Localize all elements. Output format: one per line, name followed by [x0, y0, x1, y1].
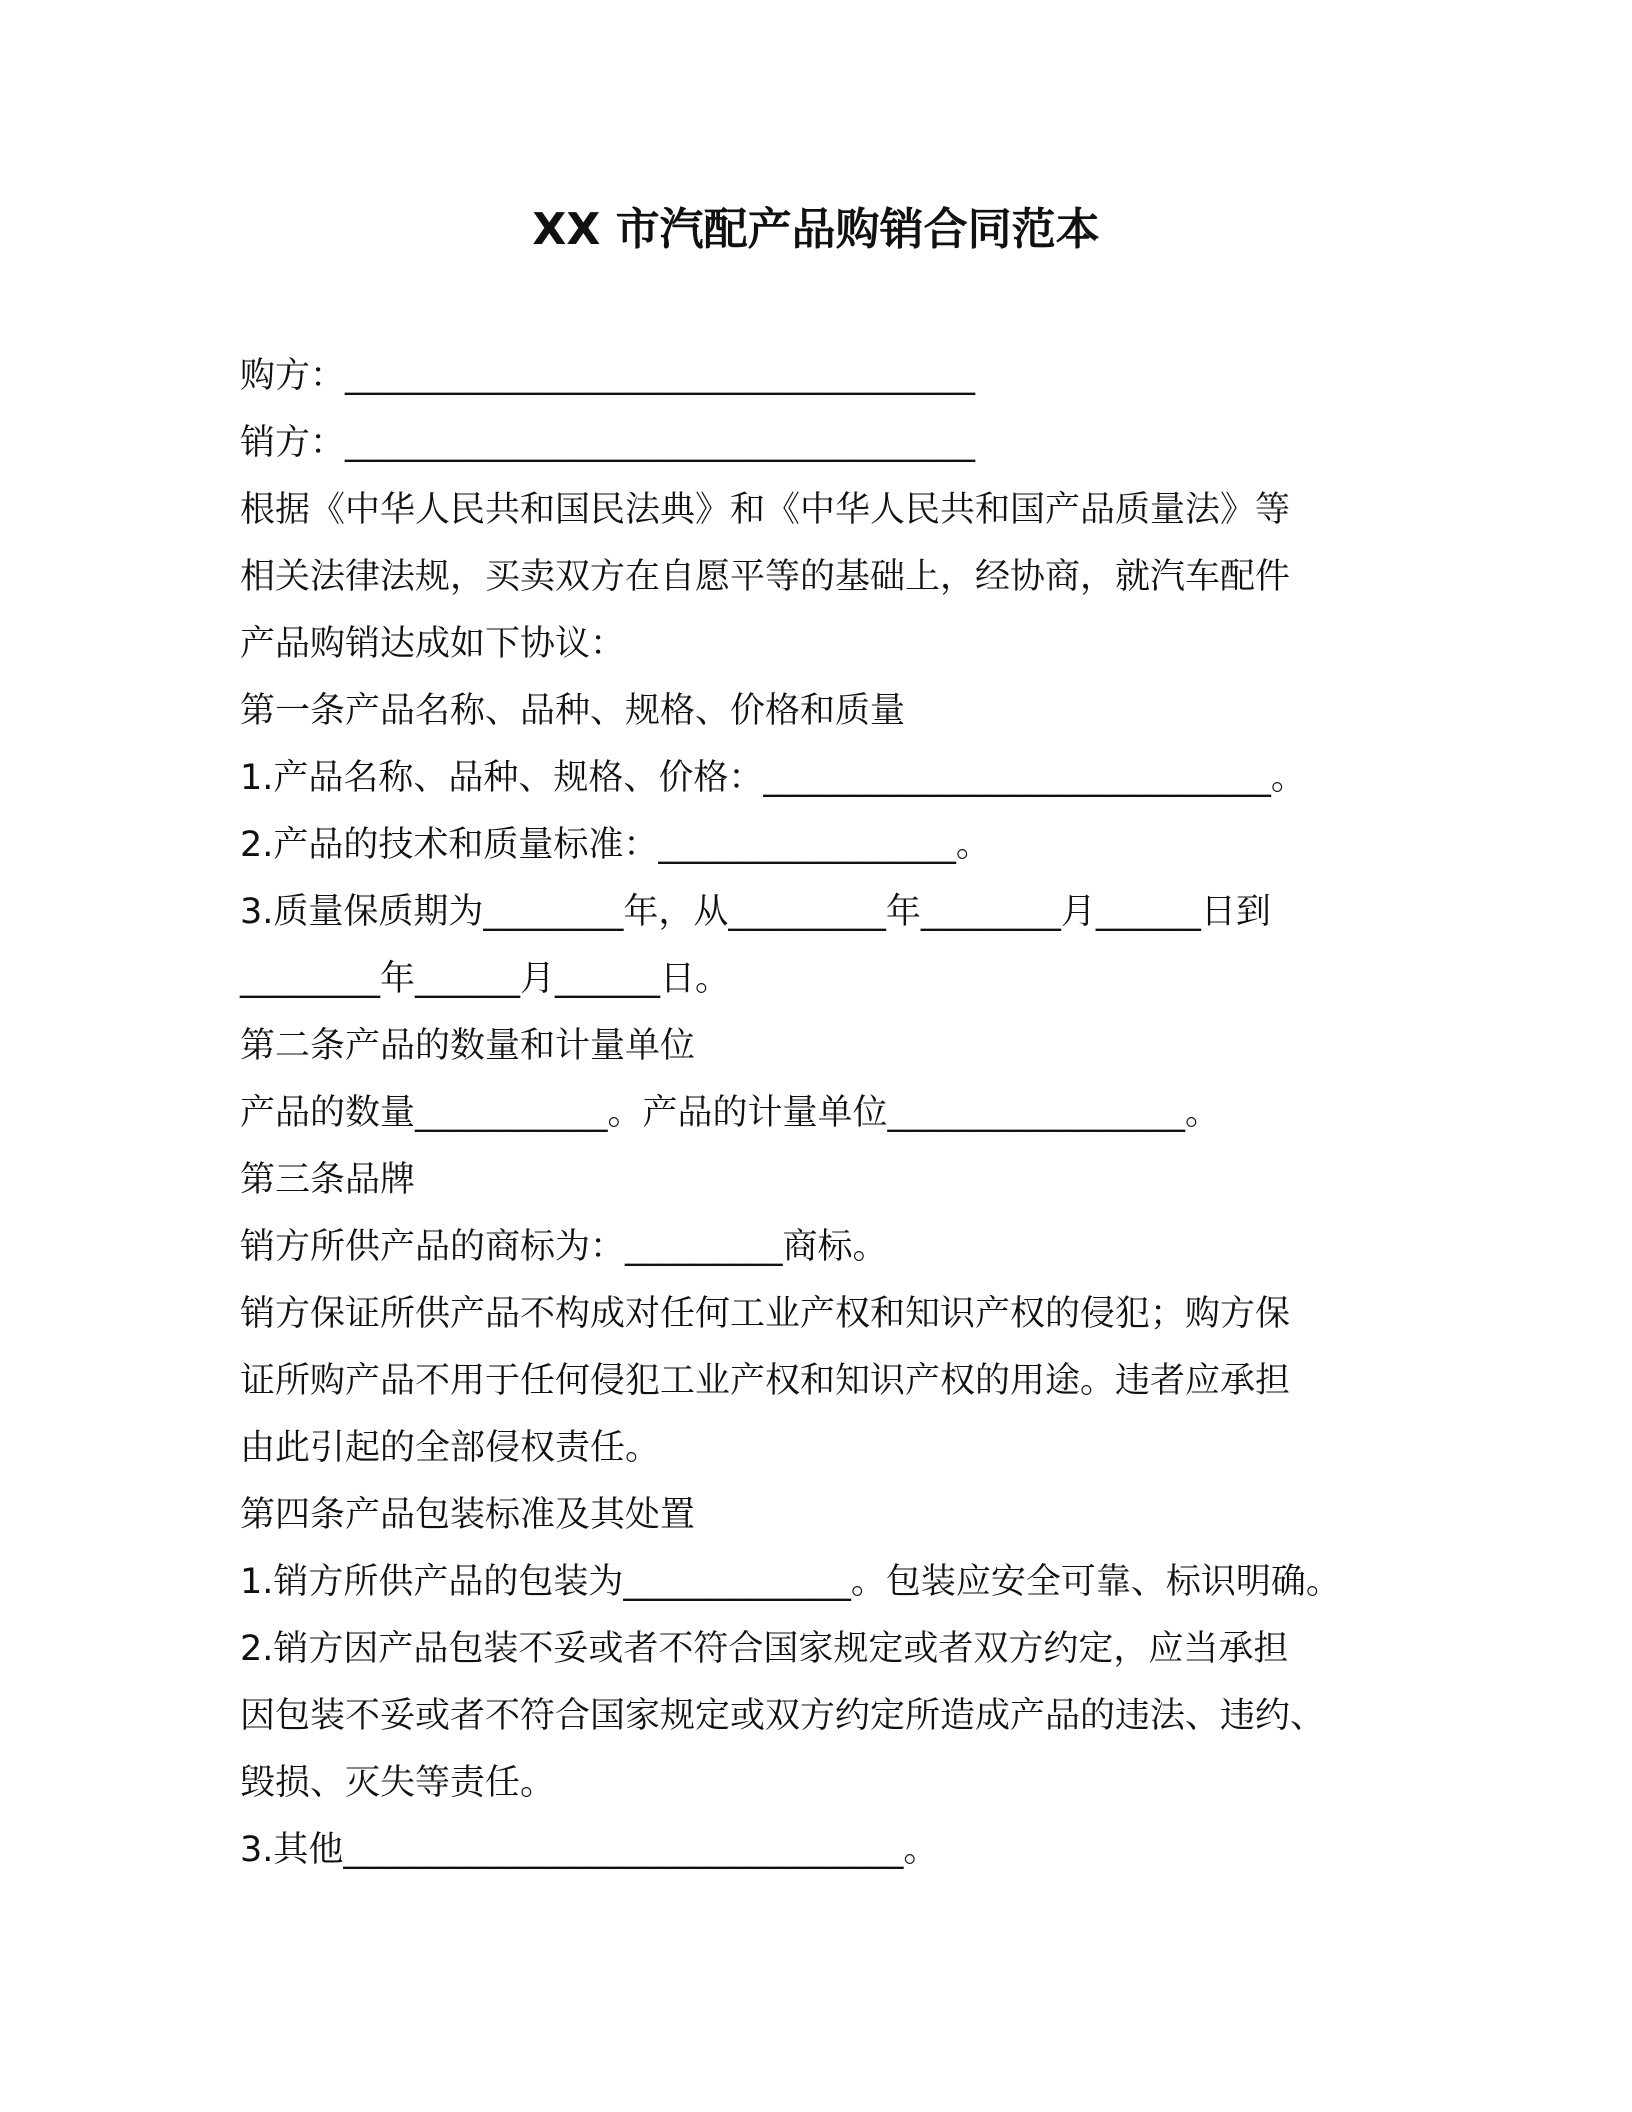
article-4-item-2-line-2: 因包装不妥或者不符合国家规定或双方约定所造成产品的违法、违约、 — [240, 1696, 1326, 1736]
preamble-line-3: 产品购销达成如下协议： — [240, 624, 626, 664]
article-3-guarantee-line-1: 销方保证所供产品不构成对任何工业产权和知识产权的侵犯；购方保 — [240, 1294, 1291, 1334]
article-4-item-2-line-1: 2.销方因产品包装不妥或者不符合国家规定或者双方约定，应当承担 — [240, 1629, 1289, 1669]
article-3-guarantee-line-2: 证所购产品不用于任何侵犯工业产权和知识产权的用途。违者应承担 — [240, 1361, 1291, 1401]
buyer-line: 购方：____________________________________ — [240, 356, 976, 396]
article-1-item-1: 1.产品名称、品种、规格、价格：_____________________________。 — [240, 758, 1306, 798]
article-3-heading: 第三条品牌 — [240, 1160, 416, 1200]
article-1-item-2: 2.产品的技术和质量标准：_________________。 — [240, 825, 991, 865]
article-4-item-1: 1.销方所供产品的包装为_____________。包装应安全可靠、标识明确。 — [240, 1562, 1341, 1602]
article-4-item-2-line-3: 毁损、灭失等责任。 — [240, 1763, 556, 1803]
document-title: XX 市汽配产品购销合同范本 — [532, 204, 1100, 255]
article-2-content: 产品的数量___________。产品的计量单位_________________。 — [240, 1093, 1221, 1133]
article-3-guarantee-line-3: 由此引起的全部侵权责任。 — [240, 1428, 661, 1468]
preamble-line-1: 根据《中华人民共和国民法典》和《中华人民共和国产品质量法》等 — [240, 490, 1291, 530]
article-4-heading: 第四条产品包装标准及其处置 — [240, 1495, 696, 1535]
seller-line: 销方：____________________________________ — [240, 423, 976, 463]
article-3-trademark: 销方所供产品的商标为：_________商标。 — [240, 1227, 888, 1267]
preamble-line-2: 相关法律法规，买卖双方在自愿平等的基础上，经协商，就汽车配件 — [240, 557, 1291, 597]
article-2-heading: 第二条产品的数量和计量单位 — [240, 1026, 696, 1066]
article-1-heading: 第一条产品名称、品种、规格、价格和质量 — [240, 691, 906, 731]
article-1-item-3: 3.质量保质期为________年，从_________年________月______日到 — [240, 892, 1271, 932]
article-4-item-3: 3.其他________________________________。 — [240, 1830, 939, 1870]
document-body — [240, 343, 1420, 1884]
article-1-item-3-continued: ________年______月______日。 — [240, 959, 731, 999]
